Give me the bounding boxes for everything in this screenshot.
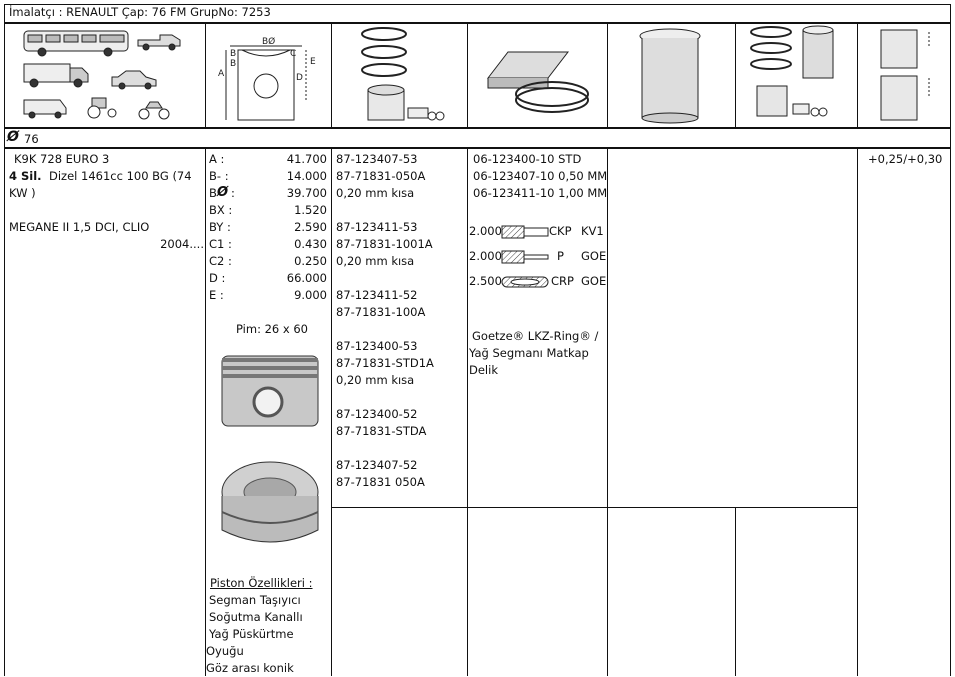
col-sep xyxy=(735,507,736,676)
col-sep xyxy=(467,148,468,676)
piston-top-photo xyxy=(218,456,322,546)
second-ring-icon xyxy=(501,250,551,264)
piston-views-image xyxy=(875,26,945,126)
piston-side-photo xyxy=(218,352,322,430)
col-sep xyxy=(467,22,468,128)
piston-features-title: Piston Özellikleri : xyxy=(210,576,313,590)
ring-spec-row: 2.000 CKP KV1 xyxy=(469,224,604,238)
ring-spec-row: 2.500 CRP GOE xyxy=(469,274,607,288)
col-sep xyxy=(205,148,206,676)
engine-description: Dizel 1461cc 100 BG (74 xyxy=(49,169,192,183)
ring-note: Delik xyxy=(469,363,498,377)
piston-feature: Segman Taşıyıcı xyxy=(209,593,301,607)
piston-part: 87-123411-52 xyxy=(336,288,418,302)
piston-part: 87-71831 050A xyxy=(336,475,425,489)
b-diameter-symbol: Ø xyxy=(217,185,229,200)
dimension-row: D : 66.000 xyxy=(209,271,327,285)
ring-spec-row: 2.000 P GOE xyxy=(469,249,607,263)
compression-ring-icon xyxy=(501,225,551,239)
svg-text:A: A xyxy=(218,69,225,79)
ring-part: 06-123411-10 1,00 MM xyxy=(473,186,608,200)
dimension-row: A : 41.700 xyxy=(209,152,327,166)
images-divider xyxy=(4,127,951,129)
vehicle-icons xyxy=(20,28,200,124)
engine-description-cont: KW ) xyxy=(9,186,36,200)
svg-text:E: E xyxy=(310,57,316,67)
col-sep xyxy=(607,148,608,676)
piston-part: 87-71831-100A xyxy=(336,305,426,319)
piston-part: 0,20 mm kısa xyxy=(336,186,415,200)
border-left xyxy=(4,4,5,676)
vehicle-model: MEGANE II 1,5 DCI, CLIO xyxy=(9,220,150,234)
piston-part: 87-71831-1001A xyxy=(336,237,433,251)
piston-part: 87-71831-050A xyxy=(336,169,426,183)
col-sep xyxy=(735,22,736,128)
piston-part: 87-71831-STD1A xyxy=(336,356,434,370)
dimension-row: BX : 1.520 xyxy=(209,203,327,217)
cylinder-liner-image xyxy=(630,26,710,126)
piston-feature: Yağ Püskürtme xyxy=(209,627,294,641)
diameter-symbol: Ø xyxy=(7,129,19,145)
piston-part: 0,20 mm kısa xyxy=(336,254,415,268)
svg-text:C: C xyxy=(290,49,297,59)
engine-code: K9K 728 EURO 3 xyxy=(14,152,110,166)
svg-text:B: B xyxy=(230,59,237,69)
piston-part: 87-123407-52 xyxy=(336,458,418,472)
bus-icon xyxy=(24,31,128,56)
ring-part: 06-123407-10 0,50 MM xyxy=(473,169,608,183)
cylinder-count: 4 Sil. xyxy=(9,169,42,183)
border-right xyxy=(950,4,951,676)
ring-note: Yağ Segmanı Matkap xyxy=(469,346,589,360)
col-sep xyxy=(205,22,206,128)
dimension-row: BY : 2.590 xyxy=(209,220,327,234)
diameter-value: 76 xyxy=(24,132,39,146)
dimension-row: C1 : 0.430 xyxy=(209,237,327,251)
piston-feature: Soğutma Kanallı xyxy=(209,610,303,624)
model-year: 2004.... xyxy=(160,237,204,251)
piston-part: 0,20 mm kısa xyxy=(336,373,415,387)
ring-part: 06-123400-10 STD xyxy=(473,152,582,166)
col-sep xyxy=(857,148,858,676)
piston-part: 87-123411-53 xyxy=(336,220,418,234)
ring-box-image xyxy=(478,40,602,116)
piston-part: 87-71831-STDA xyxy=(336,424,427,438)
row-sep xyxy=(331,507,858,508)
truck-icon xyxy=(24,64,88,87)
col-sep xyxy=(331,22,332,128)
svg-text:BØ: BØ xyxy=(262,37,276,47)
svg-text:B: B xyxy=(230,49,237,59)
motorcycle-icon xyxy=(139,102,169,119)
piston-kit-image xyxy=(340,26,460,126)
col-sep xyxy=(331,148,332,676)
piston-feature: Oyuğu xyxy=(206,644,244,658)
pickup-icon xyxy=(138,35,180,50)
ring-note: Goetze® LKZ-Ring® / xyxy=(472,329,599,343)
piston-part: 87-123400-53 xyxy=(336,339,418,353)
piston-feature: Göz arası konik xyxy=(206,661,294,675)
svg-text:D: D xyxy=(296,73,303,83)
oversize: +0,25/+0,30 xyxy=(868,152,943,166)
diameter-divider xyxy=(4,147,951,149)
tractor-icon xyxy=(88,98,116,118)
piston-part: 87-123407-53 xyxy=(336,152,418,166)
pin-size: Pim: 26 x 60 xyxy=(236,322,308,336)
col-sep xyxy=(607,22,608,128)
full-kit-image xyxy=(745,24,853,124)
van-icon xyxy=(24,100,66,118)
piston-dimension-diagram xyxy=(210,28,328,124)
dimension-row: B Ø : 39.700 xyxy=(209,185,327,200)
col-sep xyxy=(857,22,858,128)
oil-ring-icon xyxy=(501,275,551,289)
piston-part: 87-123400-52 xyxy=(336,407,418,421)
car-icon xyxy=(112,71,156,89)
dimension-row: E : 9.000 xyxy=(209,288,327,302)
header-title: İmalatçı : RENAULT Çap: 76 FM GrupNo: 7253 xyxy=(9,5,271,19)
dimension-row: B- : 14.000 xyxy=(209,169,327,183)
dimension-row: C2 : 0.250 xyxy=(209,254,327,268)
